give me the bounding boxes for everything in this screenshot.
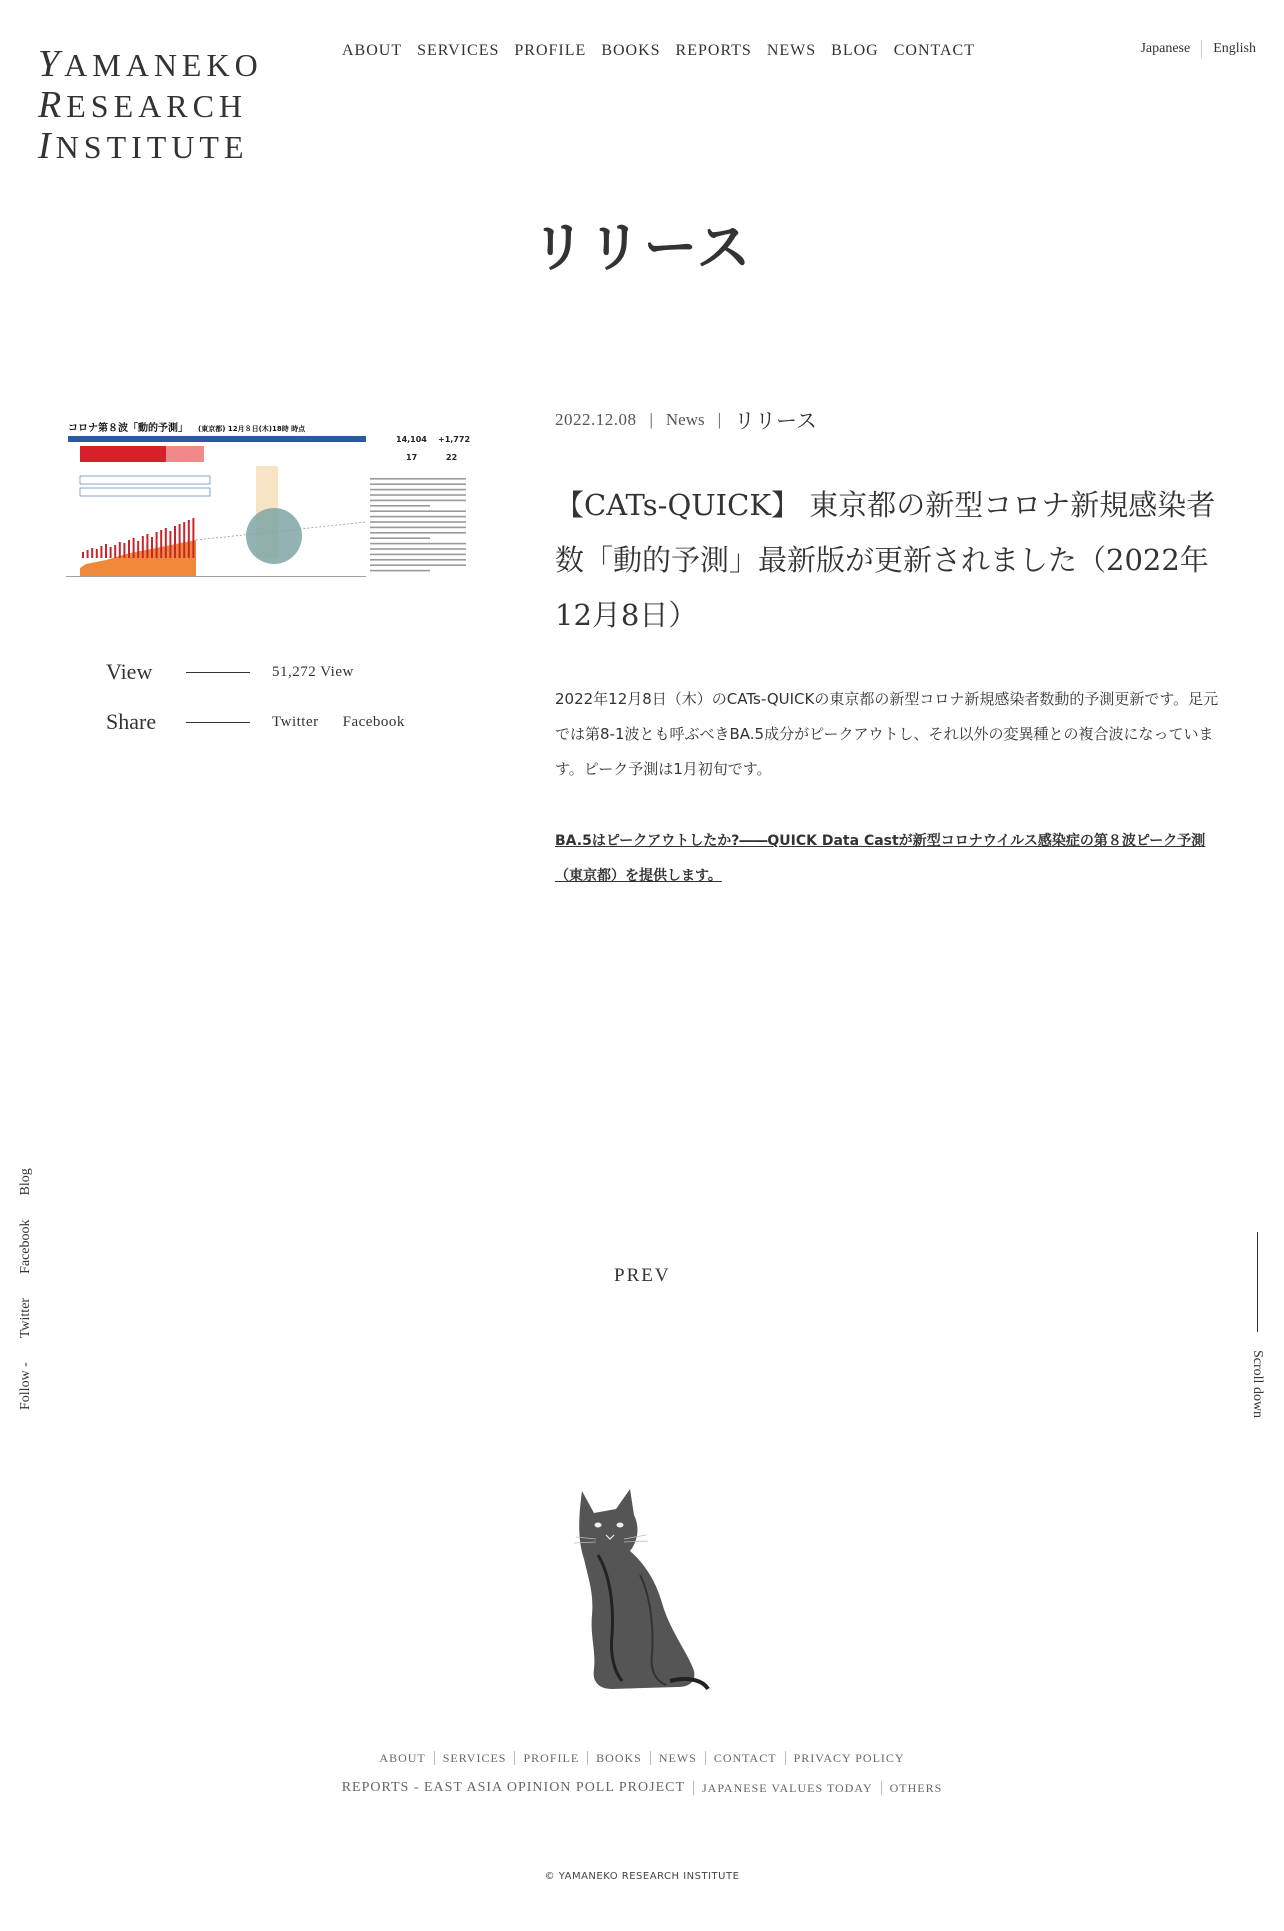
post-title: 【CATs-QUICK】 東京都の新型コロナ新規感染者数「動的予測」最新版が更新されました（2022年12月8日） (555, 488, 1216, 632)
thumb-bar (100, 546, 102, 558)
scroll-label: Scroll down (1250, 1350, 1265, 1419)
post-meta (555, 405, 817, 435)
thumb-bar (87, 550, 89, 558)
thumb-stat-3: 17 (406, 453, 418, 462)
thumb-bar (142, 536, 144, 558)
thumb-bar (105, 544, 107, 558)
thumb-stat-1: 14,104 (396, 435, 427, 444)
footer-nav-books[interactable]: BOOKS (588, 1751, 651, 1765)
page-title: リリース (531, 216, 753, 279)
main-nav (342, 42, 975, 60)
prev-post-link[interactable]: PREV (614, 1265, 671, 1286)
thumb-text-line (370, 494, 466, 496)
related-article-link[interactable]: BA.5はピークアウトしたか?――QUICK Data Castが新型コロナウイルス感染症の第８波ピーク予測（東京都）を提供します。 (555, 833, 1206, 884)
nav-reports[interactable]: REPORTS (675, 42, 752, 59)
thumb-text-line (370, 548, 466, 550)
copyright: © YAMANEKO RESEARCH INSTITUTE (544, 1871, 740, 1882)
follow-facebook-link[interactable]: Facebook (18, 1219, 33, 1274)
footer-nav-east-asia-poll[interactable]: REPORTS - EAST ASIA OPINION POLL PROJECT (334, 1781, 694, 1795)
follow-label: Follow - (18, 1362, 33, 1410)
logo-line-2: RESEARCH (38, 84, 248, 126)
thumb-subtitle: (東京都) 12月８日(木)18時 時点 (198, 425, 306, 433)
cat-eye-left (595, 1523, 602, 1528)
nav-news[interactable]: NEWS (766, 42, 817, 59)
thumb-bar (169, 531, 171, 558)
thumb-text-line (370, 532, 466, 534)
lang-japanese[interactable]: Japanese (1140, 41, 1191, 56)
thumb-text-line (370, 537, 430, 539)
follow-blog-link[interactable]: Blog (18, 1168, 33, 1196)
share-row (106, 709, 429, 735)
footer-nav-profile[interactable]: PROFILE (515, 1751, 588, 1765)
thumb-text-line (370, 489, 466, 491)
logo-text-3: NSTITUTE (55, 129, 249, 165)
thumb-bar (151, 537, 153, 558)
thumb-text-line (370, 570, 430, 572)
thumb-bar (183, 522, 185, 558)
thumb-header-bar (68, 436, 366, 442)
thumb-bar (119, 542, 121, 558)
thumb-bar (114, 545, 116, 558)
thumb-bar (137, 541, 139, 558)
thumb-bar (110, 547, 112, 558)
thumb-bar (91, 548, 93, 558)
post-date: 2022.12.08 (555, 410, 637, 429)
follow-links (18, 1144, 34, 1410)
post-tag-link[interactable]: リリース (734, 409, 817, 433)
nav-books[interactable]: BOOKS (601, 42, 661, 59)
thumb-bar (160, 530, 162, 558)
thumb-text-line (370, 527, 466, 529)
thumb-text-line (370, 478, 466, 480)
language-switcher (1140, 40, 1256, 58)
lang-english[interactable]: English (1213, 41, 1256, 56)
follow-twitter-link[interactable]: Twitter (18, 1297, 33, 1339)
thumb-text-line (370, 483, 466, 485)
thumb-bar (146, 534, 148, 558)
nav-profile[interactable]: PROFILE (514, 42, 587, 59)
thumb-label-box-1 (80, 476, 210, 484)
footer-nav-japanese-values[interactable]: JAPANESE VALUES TODAY (694, 1781, 882, 1795)
footer-nav-others[interactable]: OTHERS (889, 1781, 943, 1795)
footer-nav-primary (0, 1751, 1284, 1765)
nav-blog[interactable]: BLOG (831, 42, 879, 59)
scroll-indicator[interactable] (1245, 1232, 1269, 1418)
thumb-stat-2: +1,772 (438, 435, 471, 444)
thumb-label-box-2 (80, 488, 210, 496)
thumb-bar (133, 538, 135, 558)
thumb-bar (165, 528, 167, 558)
thumb-circle (246, 508, 302, 564)
thumb-stat-4: 22 (446, 453, 458, 462)
thumbnail-chart-image (66, 418, 472, 594)
thumb-bar (123, 543, 125, 558)
thumb-bar (96, 549, 98, 558)
thumb-title: コロナ第８波「動的予測」 (68, 423, 188, 434)
post-thumbnail[interactable] (66, 418, 472, 594)
thumb-text-line (370, 564, 466, 566)
thumb-bar (82, 552, 84, 558)
thumb-text-line (370, 500, 466, 502)
view-count: 51,272 View (272, 663, 354, 680)
view-row (106, 659, 354, 685)
thumb-text-line (370, 521, 466, 523)
thumb-text-line (370, 543, 466, 545)
nav-about[interactable]: ABOUT (342, 42, 403, 59)
meta-divider: | (717, 410, 722, 429)
thumb-bar (192, 518, 194, 558)
logo-text-1: AMANEKO (64, 47, 263, 83)
nav-contact[interactable]: CONTACT (893, 42, 975, 59)
thumb-bar (174, 526, 176, 558)
lang-divider (1201, 40, 1202, 58)
footer-nav-about[interactable]: ABOUT (371, 1751, 434, 1765)
footer-nav-privacy[interactable]: PRIVACY POLICY (793, 1751, 905, 1765)
cat-silhouette (579, 1489, 694, 1689)
thumb-bar (156, 532, 158, 558)
meta-divider: | (649, 410, 653, 429)
thumb-axis (66, 576, 366, 577)
thumb-text-line (370, 516, 466, 518)
thumb-text-line (370, 559, 466, 561)
thumb-text-line (370, 554, 466, 556)
thumb-text-line (370, 510, 466, 512)
scroll-line (1257, 1232, 1258, 1332)
footer-nav-news[interactable]: NEWS (651, 1751, 706, 1765)
view-divider (186, 672, 250, 673)
cat-illustration (570, 1485, 710, 1695)
thumb-bar (128, 540, 130, 558)
share-divider (186, 722, 250, 723)
thumb-text-line (370, 505, 430, 507)
footer-nav-services[interactable]: SERVICES (435, 1751, 516, 1765)
logo-line-1: YAMANEKO (38, 43, 263, 85)
thumb-bar (179, 524, 181, 558)
logo-text-2: ESEARCH (66, 88, 248, 124)
thumb-bar (188, 520, 190, 558)
post-category-link[interactable]: News (665, 410, 705, 429)
share-label: Share (106, 709, 157, 734)
logo-line-3: INSTITUTE (38, 125, 249, 167)
share-twitter-link[interactable]: Twitter (272, 713, 319, 730)
nav-services[interactable]: SERVICES (417, 42, 500, 59)
site-logo[interactable] (38, 43, 263, 167)
view-label: View (106, 659, 153, 684)
thumb-pink-band (166, 446, 204, 462)
share-facebook-link[interactable]: Facebook (342, 713, 405, 730)
footer-nav-contact[interactable]: CONTACT (706, 1751, 786, 1765)
post-body: 2022年12月8日（木）のCATs-QUICKの東京都の新型コロナ新規感染者数動的予測更新です。足元では第8-1波とも呼ぶべきBA.5成分がピークアウトし、それ以外の変異種との複合波になっています。ピーク予測は1月初旬です。 (555, 690, 1219, 778)
cat-eye-right (617, 1523, 624, 1528)
footer-nav-reports (0, 1781, 1284, 1795)
